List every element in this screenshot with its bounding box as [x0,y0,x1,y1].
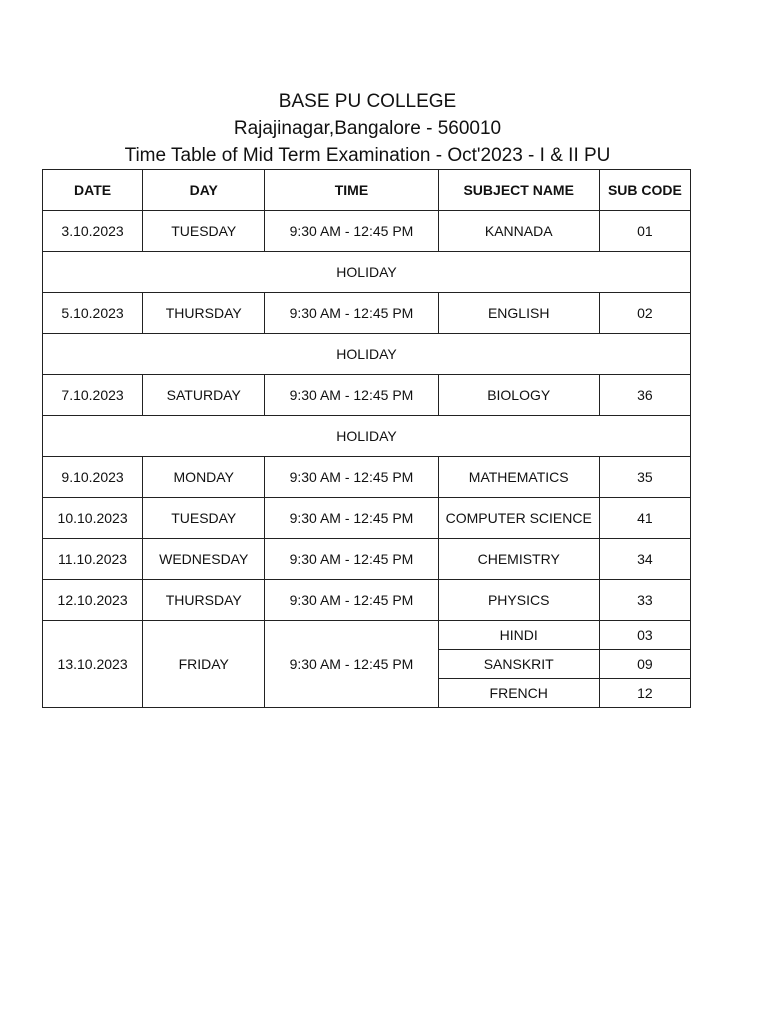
holiday-cell: HOLIDAY [43,252,691,293]
holiday-row [43,334,691,375]
table-row [43,457,691,498]
date-cell: 9.10.2023 [43,457,143,498]
day-cell: MONDAY [143,457,265,498]
code-cell: 03 [599,621,690,650]
column-header-day: DAY [143,170,265,211]
time-cell: 9:30 AM - 12:45 PM [265,498,438,539]
day-cell: THURSDAY [143,293,265,334]
code-cell: 02 [599,293,690,334]
time-cell: 9:30 AM - 12:45 PM [265,621,438,708]
code-cell: 34 [599,539,690,580]
code-cell: 36 [599,375,690,416]
date-cell: 12.10.2023 [43,580,143,621]
subject-cell: CHEMISTRY [438,539,599,580]
time-cell: 9:30 AM - 12:45 PM [265,457,438,498]
subject-cell: KANNADA [438,211,599,252]
column-header-code: SUB CODE [599,170,690,211]
day-cell: WEDNESDAY [143,539,265,580]
table-row [43,375,691,416]
subject-cell: FRENCH [438,679,599,708]
time-cell: 9:30 AM - 12:45 PM [265,293,438,334]
table-row [43,293,691,334]
subject-cell: SANSKRIT [438,650,599,679]
column-header-subject: SUBJECT NAME [438,170,599,211]
table-row [43,539,691,580]
date-cell: 13.10.2023 [43,621,143,708]
date-cell: 11.10.2023 [43,539,143,580]
date-cell: 5.10.2023 [43,293,143,334]
subject-cell: PHYSICS [438,580,599,621]
time-cell: 9:30 AM - 12:45 PM [265,539,438,580]
college-name: BASE PU COLLEGE [278,91,457,112]
date-cell: 3.10.2023 [43,211,143,252]
day-cell: TUESDAY [143,498,265,539]
document-title: Time Table of Mid Term Examination - Oct'2023 - I & II PU [124,145,611,166]
subject-cell: COMPUTER SCIENCE [438,498,599,539]
date-cell: 7.10.2023 [43,375,143,416]
document-header [0,88,735,169]
subject-cell: ENGLISH [438,293,599,334]
timetable [42,169,691,708]
subject-cell: HINDI [438,621,599,650]
column-header-time: TIME [265,170,438,211]
holiday-cell: HOLIDAY [43,416,691,457]
subject-cell: MATHEMATICS [438,457,599,498]
code-cell: 01 [599,211,690,252]
code-cell: 35 [599,457,690,498]
day-cell: TUESDAY [143,211,265,252]
table-row [43,580,691,621]
code-cell: 33 [599,580,690,621]
time-cell: 9:30 AM - 12:45 PM [265,580,438,621]
time-cell: 9:30 AM - 12:45 PM [265,375,438,416]
subject-cell: BIOLOGY [438,375,599,416]
holiday-row [43,416,691,457]
table-row [43,211,691,252]
code-cell: 41 [599,498,690,539]
day-cell: SATURDAY [143,375,265,416]
holiday-cell: HOLIDAY [43,334,691,375]
code-cell: 12 [599,679,690,708]
holiday-row [43,252,691,293]
table-header-row [43,170,691,211]
day-cell: THURSDAY [143,580,265,621]
table-row [43,498,691,539]
column-header-date: DATE [43,170,143,211]
college-address: Rajajinagar,Bangalore - 560010 [233,118,502,139]
code-cell: 09 [599,650,690,679]
day-cell: FRIDAY [143,621,265,708]
table-row-multi-subject [43,621,691,650]
time-cell: 9:30 AM - 12:45 PM [265,211,438,252]
date-cell: 10.10.2023 [43,498,143,539]
